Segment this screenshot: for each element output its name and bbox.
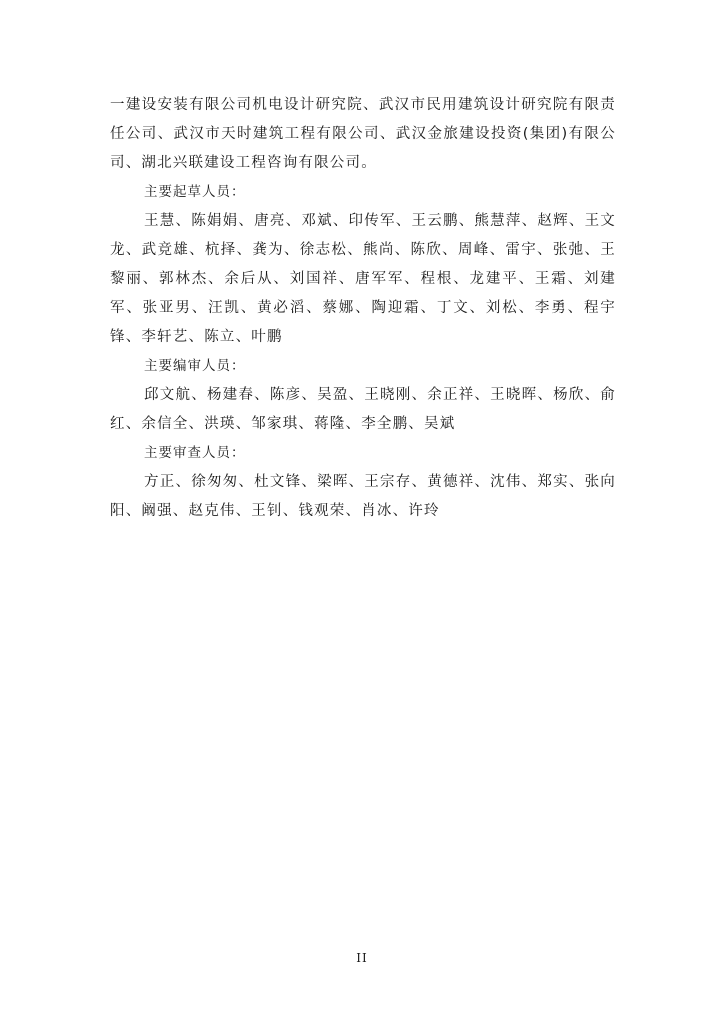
drafters-heading: 主要起草人员： <box>144 184 246 200</box>
document-body <box>110 91 616 526</box>
editors-heading: 主要编审人员： <box>144 358 246 374</box>
editors-names: 邱文航、杨建春、陈彦、吴盈、王晓刚、余正祥、王晓晖、杨欣、俞红、余信全、洪瑛、邹家琪、蒋隆、李全鹏、吴斌 <box>110 387 616 432</box>
reviewers-names: 方正、徐匆匆、杜文锋、梁晖、王宗存、黄德祥、沈伟、郑实、张向阳、阚强、赵克伟、王钊、钱观荣、肖冰、许玲 <box>110 474 616 519</box>
reviewers-heading: 主要审查人员： <box>144 445 246 461</box>
intro-paragraph: 一建设安装有限公司机电设计研究院、武汉市民用建筑设计研究院有限责任公司、武汉市天时建筑工程有限公司、武汉金旅建设投资(集团)有限公司、湖北兴联建设工程咨询有限公司。 <box>110 97 616 171</box>
drafters-names: 王慧、陈娟娟、唐亮、邓斌、印传军、王云鹏、熊慧萍、赵辉、王文龙、武竞雄、杭择、龚为、徐志松、熊尚、陈欣、周峰、雷宇、张弛、王黎丽、郭林杰、余后从、刘国祥、唐军军、程根、龙建平、王霜、刘建军、张亚男、汪凯、黄必滔、蔡娜、陶迎霜、丁文、刘松、李勇、程宇锋、李轩艺、陈立、叶鹏 <box>110 213 616 345</box>
page-number: II <box>356 951 368 965</box>
